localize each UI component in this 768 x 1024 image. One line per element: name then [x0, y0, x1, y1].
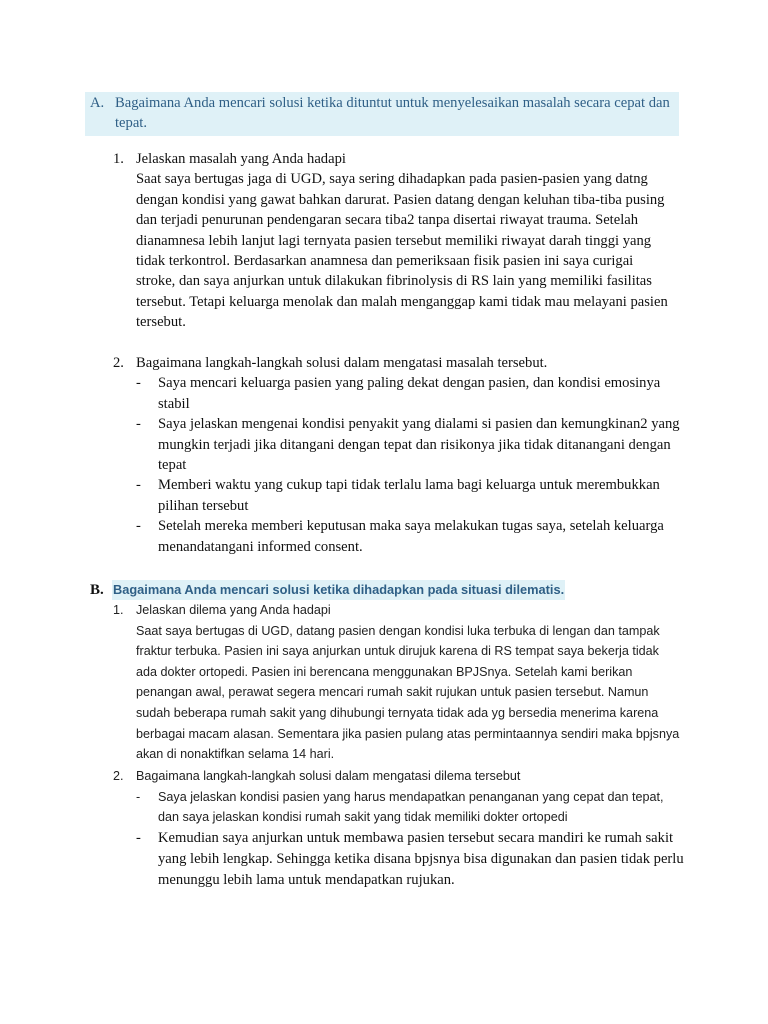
list-item: - Saya mencari keluarga pasien yang paling dekat dengan pasien, dan kondisi emosinya stabil [136, 375, 661, 412]
list-item: - Kemudian saya anjurkan untuk membawa pasien tersebut secara mandiri ke rumah sakit yang lebih lengkap. Sehingga ketika disana bpjsnya bisa digunakan dan pasien tidak perlu menunggu lebih lama untuk mendapatkan rujukan. [136, 829, 684, 888]
list-item: - Saya jelaskan kondisi pasien yang harus mendapatkan penanganan yang cepat dan tepat, dan saya jelaskan kondisi rumah sakit yang tidak memiliki dokter ortopedi [136, 789, 664, 825]
section-a-heading [85, 92, 679, 136]
item-number: 2. [113, 355, 124, 371]
item-title: Jelaskan masalah yang Anda hadapi [136, 151, 346, 167]
item-title: Jelaskan dilema yang Anda hadapi [136, 603, 331, 617]
item-number: 1. [113, 151, 124, 167]
section-a-letter: A. [90, 95, 105, 111]
section-b-letter: B. [90, 582, 104, 598]
item-title: Bagaimana langkah-langkah solusi dalam mengatasi masalah tersebut. [136, 355, 548, 371]
section-b-item-2 [113, 766, 685, 891]
item-body: Saat saya bertugas jaga di UGD, saya sering dihadapkan pada pasien-pasien yang datng dengan kondisi yang gawat bahkan darurat. Pasien datang dengan keluhan tiba-tiba pusing dan terjadi penurunan pendengaran secara tiba2 tanpa disertai riwayat trauma. Setelah dianamnesa lebih lanjut lagi ternyata pasien tersebut memiliki riwayat darah tinggi yang tidak terkontrol. Berdasarkan anamnesa dan pemeriksaan fisik pasien ini saya curigai stroke, dan saya anjurkan untuk dilakukan fibrinolysis di RS lain yang memiliki fasilitas tersebut. Tetapi keluarga menolak dan malah menganggap kami tidak mau melayani pasien tersebut. [136, 171, 668, 331]
item-number: 1. [113, 603, 124, 617]
item-number: 2. [113, 769, 124, 783]
section-b-item-1 [113, 600, 681, 765]
bullet-list [136, 787, 685, 891]
list-item: - Setelah mereka memberi keputusan maka saya melakukan tugas saya, setelah keluarga menandatangani informed consent. [136, 518, 664, 555]
list-item: - Saya jelaskan mengenai kondisi penyakit yang dialami si pasien dan kemungkinan2 yang mungkin terjadi jika ditangani dengan tepat dan risikonya jika tidak ditanangani dengan tepat [136, 416, 680, 474]
section-a-item-1 [113, 149, 669, 333]
section-a-item-2 [113, 353, 685, 557]
bullet-list [136, 373, 685, 557]
section-a-heading-text: Bagaimana Anda mencari solusi ketika dituntut untuk menyelesaikan masalah secara cepat dan tepat. [115, 95, 670, 132]
list-item: - Memberi waktu yang cukup tapi tidak terlalu lama bagi keluarga untuk merembukkan pilihan tersebut [136, 477, 660, 514]
item-body: Saat saya bertugas di UGD, datang pasien dengan kondisi luka terbuka di lengan dan tampak fraktur terbuka. Pasien ini saya anjurkan untuk dirujuk karena di RS tempat saya bekerja tidak ada dokter ortopedi. Pasien ini berencana menggunakan BPJSnya. Setelah kami berikan penangan awal, perawat segera mencari rumah sakit rujukan untuk pasien tersebut. Namun sudah beberapa rumah sakit yang dihubungi ternyata tidak ada yg bersedia menerima karena berbagai macam alasan. Sementara jika pasien pulang atas permintaannya sendiri maka bpjsnya akan di nonaktifkan selama 14 hari. [136, 623, 680, 762]
section-b-heading-text: Bagaimana Anda mencari solusi ketika dihadapkan pada situasi dilematis. [112, 580, 565, 600]
item-title: Bagaimana langkah-langkah solusi dalam mengatasi dilema tersebut [136, 769, 521, 783]
